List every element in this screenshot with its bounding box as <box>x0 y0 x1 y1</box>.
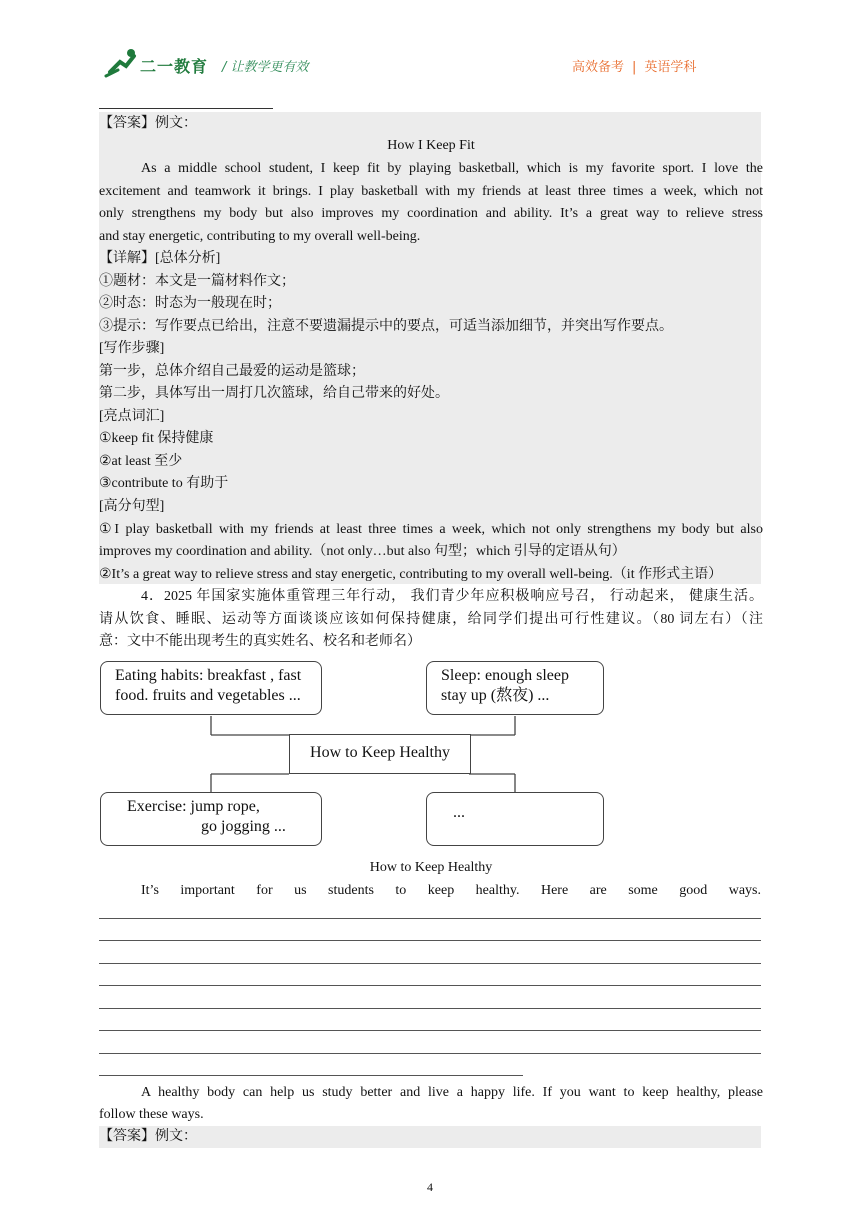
sentence-line: improves my coordination and ability.（not only…but also 句型；which 引导的定语从句） <box>99 544 626 559</box>
diagram-box-text: Exercise: jump rope, <box>127 798 260 815</box>
diagram-box-text: go jogging ... <box>201 818 286 835</box>
steps-label: [写作步骤] <box>99 341 165 356</box>
analysis-item: ①题材：本文是一篇材料作文； <box>99 274 295 289</box>
diagram-box-text: Eating habits: breakfast , fast <box>115 667 302 684</box>
writing-line <box>99 1008 761 1009</box>
diagram-box-text: food. fruits and vegetables ... <box>115 687 301 704</box>
essay-line: excitement and teamwork it brings. I play basketball with my friends at least three times a week, which not <box>99 184 763 199</box>
question-prompt-line: 意：文中不能出现考生的真实姓名、校名和老师名） <box>99 634 421 649</box>
header-separator: | <box>632 60 637 75</box>
question-prompt-line: 请从饮食、睡眠、运动等方面谈谈应该如何保持健康，给同学们提出可行性建议。（80 词左右）（注 <box>99 612 763 627</box>
writing-title: How to Keep Healthy <box>369 860 493 875</box>
sentence-line: ①I play basketball with my friends at least three times a week, which not only strengthens my body but also <box>99 522 763 537</box>
diagram-box-text: Sleep: enough sleep <box>441 667 569 684</box>
writing-opening: It’s important for us students to keep healthy. Here are some good ways. <box>141 883 761 898</box>
diagram-box-text: stay up (熬夜) ... <box>441 687 550 704</box>
essay-title: How I Keep Fit <box>387 138 475 153</box>
step-item: 第一步，总体介绍自己最爱的运动是篮球； <box>99 364 365 379</box>
diagram-center-box: How to Keep Healthy <box>289 734 471 774</box>
writing-line <box>99 1075 523 1076</box>
analysis-item: ②时态：时态为一般现在时； <box>99 296 281 311</box>
brand-slogan: / 让教学更有效 <box>222 60 309 75</box>
sentence-line: ②It’s a great way to relieve stress and stay energetic, contributing to my overall well-being.（it 作形式主语） <box>99 567 723 582</box>
answer-label: 【答案】例文： <box>99 116 197 131</box>
page-number: 4 <box>427 1180 433 1194</box>
header-subject <box>572 56 696 75</box>
question-prompt-line: 4．2025 年国家实施体重管理三年行动， 我们青少年应积极响应号召， 行动起来， 健康生活。 <box>141 589 763 604</box>
diagram-box-sleep <box>426 661 604 715</box>
analysis-item: ③提示：写作要点已给出，注意不要遗漏提示中的要点，可适当添加细节，并突出写作要点。 <box>99 319 673 334</box>
writing-line <box>99 1053 761 1054</box>
header-tag-subject: 英语学科 <box>644 60 697 75</box>
writing-closing-line: follow these ways. <box>99 1107 204 1122</box>
diagram-box-other: ... <box>426 792 604 846</box>
header-tag-exam: 高效备考 <box>572 60 625 75</box>
diagram-box-eating <box>100 661 322 715</box>
vocab-item: ③contribute to 有助于 <box>99 476 229 491</box>
essay-line: only strengthens my body but also improves my coordination and ability. It’s a great way to relieve stress <box>99 206 763 221</box>
vocab-item: ①keep fit 保持健康 <box>99 431 214 446</box>
step-item: 第二步，具体写出一周打几次篮球，给自己带来的好处。 <box>99 386 449 401</box>
writing-line <box>99 940 761 941</box>
writing-closing-line: A healthy body can help us study better and live a happy life. If you want to keep healthy, please <box>141 1085 763 1100</box>
answer-label: 【答案】例文： <box>99 1129 197 1144</box>
writing-line <box>99 963 761 964</box>
answer-blank-rule <box>99 108 273 109</box>
writing-line <box>99 985 761 986</box>
brand-name: 二一教育 <box>140 57 209 76</box>
writing-line <box>99 918 761 919</box>
sentence-label: [高分句型] <box>99 499 165 514</box>
vocab-label: [亮点词汇] <box>99 409 165 424</box>
essay-line: and stay energetic, contributing to my overall well-being. <box>99 229 421 244</box>
essay-line: As a middle school student, I keep fit by playing basketball, which is my favorite sport. I love the <box>141 161 763 176</box>
detail-label: 【详解】[总体分析] <box>99 251 221 266</box>
vocab-item: ②at least 至少 <box>99 454 183 469</box>
diagram-box-exercise <box>100 792 322 846</box>
writing-line <box>99 1030 761 1031</box>
